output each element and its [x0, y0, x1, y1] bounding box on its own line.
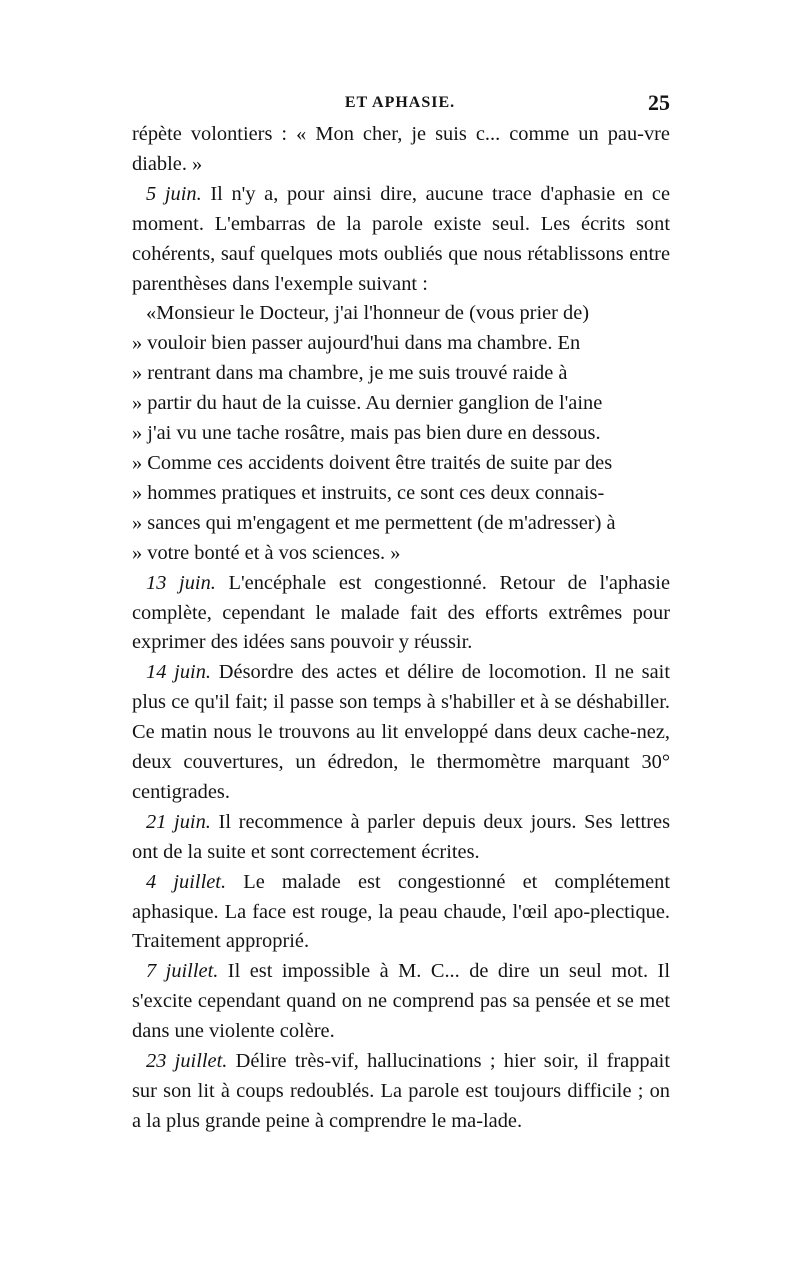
- entry-date: 7 juillet.: [146, 960, 219, 983]
- paragraph-7-juillet: [132, 957, 670, 1047]
- letter-line: » vouloir bien passer aujourd'hui dans ma chambre. En: [132, 332, 581, 355]
- letter-line: » sances qui m'engagent et me permettent (de m'adresser) à: [132, 511, 616, 534]
- letter-line: «Monsieur le Docteur, j'ai l'honneur de (vous prier de): [146, 302, 590, 325]
- entry-text: Délire très-vif, hallucinations ; hier soir, il frappait sur son lit à coups redoublés. La parole est toujours difficile ; on a la plus grande peine à comprendre le ma-lade.: [132, 1050, 670, 1132]
- entry-date: 4 juillet.: [146, 870, 227, 893]
- entry-date: 21 juin.: [146, 810, 211, 833]
- paragraph-14-juin: [132, 658, 670, 808]
- body-text: [132, 120, 670, 1137]
- entry-text: L'encéphale est congestionné. Retour de l'aphasie complète, cependant le malade fait des efforts extrêmes pour exprimer des idées sans pouvoir y réussir.: [132, 571, 671, 654]
- letter-line: » rentrant dans ma chambre, je me suis trouvé raide à: [132, 362, 568, 385]
- letter-line: » j'ai vu une tache rosâtre, mais pas bien dure en dessous.: [132, 422, 601, 445]
- paragraph-4-juillet: [132, 868, 670, 958]
- entry-date: 23 juillet.: [146, 1050, 228, 1073]
- entry-text: Désordre des actes et délire de locomotion. Il ne sait plus ce qu'il fait; il passe son temps à s'habiller et à se déshabiller. Ce matin nous le trouvons au lit enveloppé dans deux cache-nez, deux couvertures, un édredon, le thermomètre marquant 30° centigrades.: [132, 661, 670, 803]
- letter-line: » Comme ces accidents doivent être traités de suite par des: [132, 451, 613, 474]
- entry-date: 14 juin.: [146, 661, 212, 684]
- page-number: 25: [648, 90, 670, 115]
- paragraph-continued: répète volontiers : « Mon cher, je suis c... comme un pau-vre diable. »: [132, 123, 670, 175]
- paragraph-13-juin: [132, 569, 670, 659]
- letter-line: » hommes pratiques et instruits, ce sont ces deux connais-: [132, 481, 605, 504]
- entry-text: Le malade est congestionné et complétement aphasique. La face est rouge, la peau chaude, l'œil apo-plectique. Traitement approprié.: [132, 870, 670, 953]
- page-header: [130, 90, 670, 120]
- running-head: ET APHASIE.: [344, 94, 456, 111]
- letter-line: » partir du haut de la cuisse. Au dernier ganglion de l'aine: [132, 392, 603, 415]
- paragraph-5-juin: [132, 180, 670, 300]
- entry-date: 5 juin.: [146, 182, 202, 205]
- entry-text: Il est impossible à M. C... de dire un seul mot. Il s'excite cependant quand on ne comprend pas sa pensée et se met dans une violente colère.: [132, 960, 670, 1043]
- paragraph-21-juin: [132, 808, 670, 868]
- quoted-letter: [132, 299, 670, 568]
- entry-date: 13 juin.: [146, 571, 216, 594]
- entry-text: Il recommence à parler depuis deux jours. Ses lettres ont de la suite et sont correctement écrites.: [132, 810, 671, 863]
- letter-line: » votre bonté et à vos sciences. »: [132, 541, 401, 564]
- entry-text: Il n'y a, pour ainsi dire, aucune trace d'aphasie en ce moment. L'embarras de la parole existe seul. Les écrits sont cohérents, sauf quelques mots oubliés que nous rétablissons entre parenthèses dans l'exemple suivant :: [132, 182, 670, 295]
- paragraph-23-juillet: [132, 1047, 670, 1137]
